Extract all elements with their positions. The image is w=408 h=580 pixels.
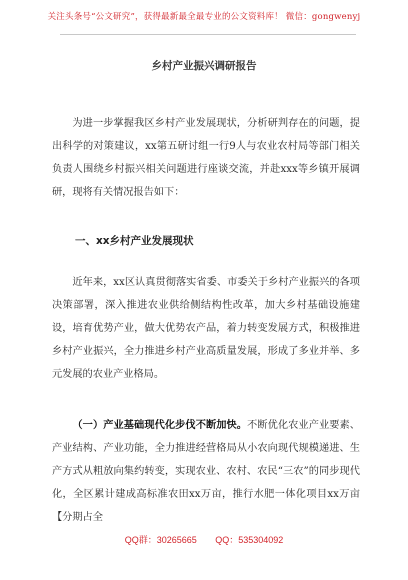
subsection-1-lead: （一）产业基础现代化步伐不断加快。 (72, 420, 248, 431)
header-divider (60, 34, 356, 35)
intro-paragraph: 为进一步掌握我区乡村产业发展现状，分析研判存在的问题，提出科学的对策建议，xx第五研讨组一行9人与农业农村局等部门相关负责人围绕乡村振兴相关问题进行座谈交流，并赴xxx等乡镇开展调研，现将有关情况报告如下： (52, 118, 360, 198)
section-heading-1: 一、xx乡村产业发展现状 (75, 235, 194, 247)
footer-qq: QQ：535304092 (215, 535, 284, 545)
section-1-paragraph: 近年来，xx区认真贯彻落实省委、市委关于乡村产业振兴的各项决策部署，深入推进农业供给侧结构性改革，加大乡村基础设施建设，培育优势产业，做大优势农产品，着力转变发展方式，积极推进乡村产业振兴，全力推进乡村产业高质量发展，形成了多业并举、多元发展的农业产业格局。 (52, 277, 360, 380)
subsection-1-paragraph (52, 414, 360, 529)
document-title: 乡村产业振兴调研报告 (151, 60, 257, 72)
footer-contact (0, 533, 408, 546)
header-banner: 关注头条号“公文研究”，获得最新最全最专业的公文资料库！ 微信：gongwenyj (47, 12, 361, 22)
footer-qq-group: QQ群：30265665 (124, 535, 197, 545)
subsection-1-body: 不断优化农业产业要素、产业结构、产业功能，全力推进经营格局从小农向现代规模递进、生产方式从粗放向集约转变，实现农业、农村、农民“三农”的同步现代化，全区累计建成高标准农田xx万亩，推行水肥一体化项目xx万亩【分期占全 (52, 420, 360, 523)
